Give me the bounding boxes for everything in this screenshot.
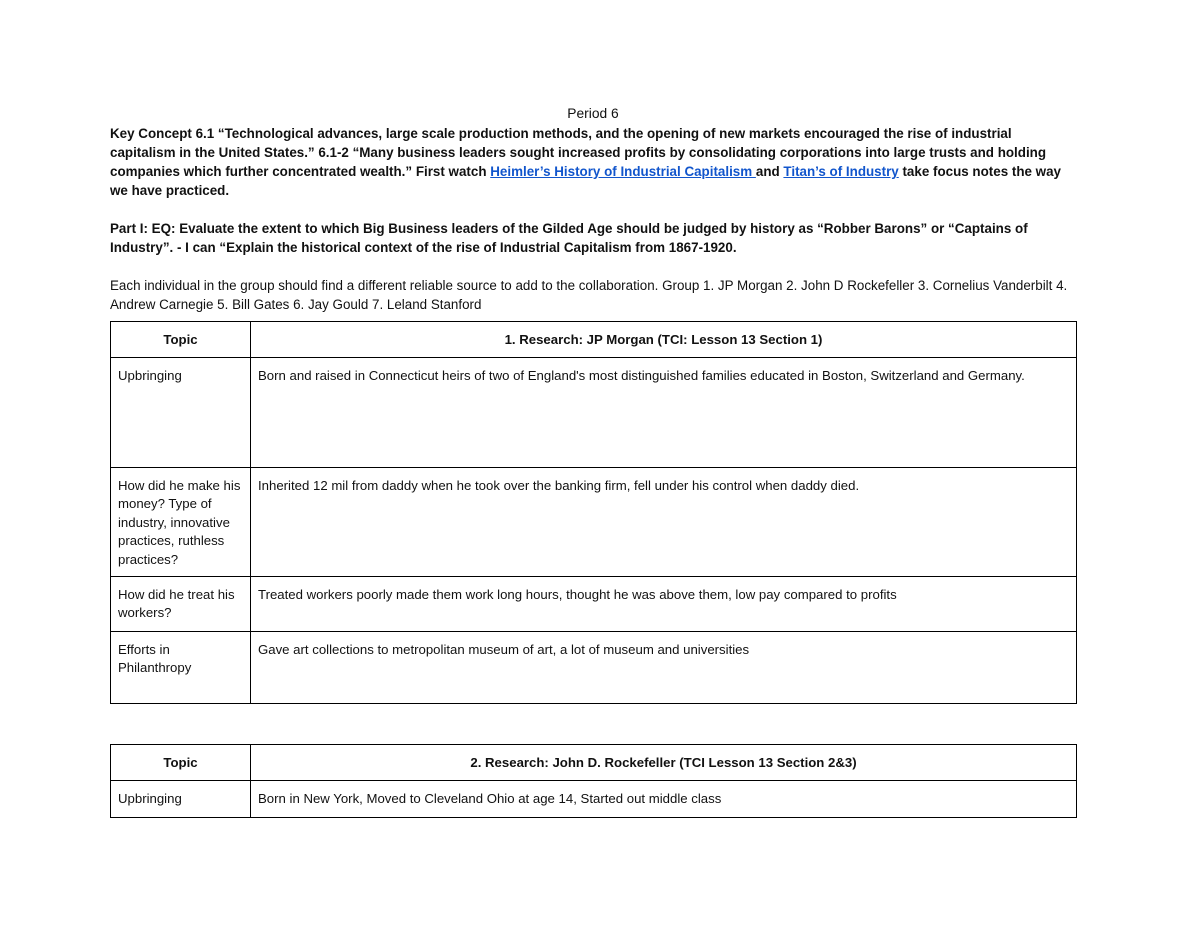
titans-of-industry-link[interactable]: Titan’s of Industry <box>783 164 899 179</box>
document-page <box>110 104 1076 318</box>
table-row <box>111 780 1077 817</box>
period-title: Period 6 <box>567 106 619 121</box>
row-topic-cell: Upbringing <box>111 357 251 467</box>
row-answer-cell[interactable]: Treated workers poorly made them work long hours, thought he was above them, low pay compared to profits <box>251 576 1077 631</box>
table-header-row <box>111 322 1077 358</box>
header-topic: Topic <box>111 745 251 781</box>
heimler-history-link[interactable]: Heimler’s History of Industrial Capitalism <box>490 164 756 179</box>
table-row <box>111 631 1077 703</box>
table-header-row <box>111 745 1077 781</box>
row-topic-cell: Upbringing <box>111 780 251 817</box>
row-answer-cell[interactable]: Born and raised in Connecticut heirs of two of England's most distinguished families educated in Boston, Switzerland and Germany. <box>251 357 1077 467</box>
key-concept-text: Key Concept 6.1 “Technological advances, large scale production methods, and the opening of new markets encouraged the rise of industrial capitalism in the United States.” 6.1-2 “Many business leaders sought increased profits by consolidating corporations into large trusts and holding companies which further concentrated wealth.” First watch <box>110 126 1047 179</box>
table-row <box>111 357 1077 467</box>
part-one-eq: Part I: EQ: Evaluate the extent to which Big Business leaders of the Gilded Age should be judged by history as “Robber Barons” or “Captains of Industry”. - I can “Explain the historical context of the rise of Industrial Capitalism from 1867-1920. <box>110 221 1028 255</box>
row-answer-cell[interactable]: Born in New York, Moved to Cleveland Ohio at age 14, Started out middle class <box>251 780 1077 817</box>
header-research: 1. Research: JP Morgan (TCI: Lesson 13 Section 1) <box>251 322 1077 358</box>
header-research: 2. Research: John D. Rockefeller (TCI Lesson 13 Section 2&3) <box>251 745 1077 781</box>
research-table-rockefeller <box>110 744 1077 818</box>
group-instructions: Each individual in the group should find a different reliable source to add to the collaboration. Group 1. JP Morgan 2. John D Rockefeller 3. Cornelius Vanderbilt 4. Andrew Carnegie 5. Bill Gates 6. Jay Gould 7. Leland Stanford <box>110 278 1068 312</box>
row-answer-cell[interactable]: Inherited 12 mil from daddy when he took over the banking firm, fell under his control when daddy died. <box>251 467 1077 576</box>
header-topic: Topic <box>111 322 251 358</box>
research-table-jp-morgan <box>110 321 1077 704</box>
row-answer-cell[interactable]: Gave art collections to metropolitan museum of art, a lot of museum and universities <box>251 631 1077 703</box>
link-conjunction: and <box>755 164 784 179</box>
row-topic-cell: How did he make his money? Type of industry, innovative practices, ruthless practices? <box>111 467 251 576</box>
table-row <box>111 467 1077 576</box>
row-topic-cell: Efforts in Philanthropy <box>111 631 251 703</box>
row-topic-cell: How did he treat his workers? <box>111 576 251 631</box>
key-concept-tail: take focus notes the way we have practiced. <box>110 164 1061 198</box>
key-concept-paragraph <box>110 124 1076 200</box>
table-row <box>111 576 1077 631</box>
